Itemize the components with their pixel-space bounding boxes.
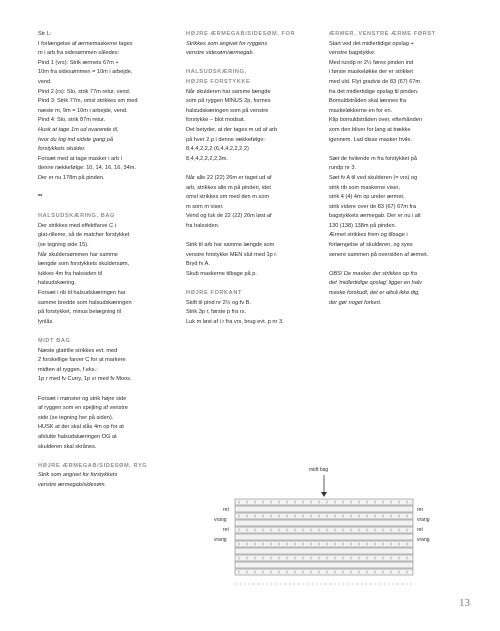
spacer — [186, 164, 328, 174]
row-label-right-3: ret — [417, 527, 423, 533]
diagram-row — [235, 534, 413, 540]
text-line: det 'midlertidige opslag' ligger en halv — [329, 280, 422, 287]
text-line: som på ryggen MINUS 2p, formes — [186, 98, 271, 105]
text-line: senere sammen på oversiden af ærmet. — [329, 251, 429, 258]
text-line: 10m fra sidesømmen = 10m i arbejde, — [38, 69, 133, 76]
text-line: Strik som angivet for forstykkets — [38, 472, 118, 479]
text-line: Ærmet strikkes frem og tilbage i — [329, 232, 408, 239]
diagram-row — [235, 520, 413, 526]
text-line: lynlås. — [38, 318, 54, 325]
text-line: længde som forstykkets skuldersøm, — [38, 261, 130, 268]
text-line: Pind 3: Strik 77m, omsl strikkes sm med — [38, 98, 138, 105]
text-line: HUSK at der skal slås 4m op for at — [38, 424, 124, 431]
diagram-row — [235, 513, 413, 519]
text-line: m i arb fra sidesømmen således: — [38, 50, 120, 57]
text-line: Forsæt i rib til halsudskæringen har — [38, 290, 126, 297]
text-line: næste m, 9m = 10m i arbejde, vend. — [38, 107, 128, 114]
text-line: lukkes 4m fra halssiden til — [38, 270, 103, 277]
text-line: Forsæt i mønster og strik højre side — [38, 395, 127, 402]
text-line: denne rækkefølge: 10, 14, 16, 16, 34m. — [38, 165, 136, 172]
text-line: ** — [38, 194, 43, 201]
text-line: glat-rilleme, så de matcher forstykket — [38, 232, 130, 239]
text-line: halsudskæringen som på venstre — [186, 107, 269, 114]
text-line: afslutte halsudskæringen OG at — [38, 433, 117, 440]
text-line: omsl strikkes sm med den m som — [186, 194, 269, 201]
section-heading: HØJRE FORKANT — [186, 290, 242, 297]
text-line: 8,4,4,2,2,2 (6,4,4,2,2,2,2) — [186, 146, 249, 153]
text-line: Der strikkes med effektfarve C i — [38, 222, 116, 229]
text-line: på forstykket, minus belægning til — [38, 309, 122, 316]
text-line: strik videre over de 83 (67) 67m fra — [329, 203, 417, 210]
text-line: OBS! De masker der strikkes op fra — [329, 270, 417, 277]
spacer — [186, 279, 328, 289]
text-line: I forlængelse af ærmemaskerne tages — [38, 40, 133, 47]
text-line: Når alle 22 (22) 26m er taget ud af — [186, 174, 272, 181]
text-line: Strik til arb har samme længde som — [186, 242, 275, 249]
text-line: Pind 1 (vrs): Strik ærmets 67m + — [38, 59, 119, 66]
text-line: (se tegning side 15). — [38, 242, 89, 249]
text-line: samme bredde som halsudskæringen — [38, 299, 132, 306]
text-line: side (se tegning her på siden). — [38, 414, 114, 421]
text-line: Vend og luk de 22 (22) 26m løst af — [186, 213, 272, 220]
diagram-row — [235, 555, 413, 561]
text-line: Klip bomuldstråden over, efterhånden — [329, 117, 422, 124]
text-line: Str L: — [38, 31, 52, 37]
knitting-diagram — [200, 467, 450, 597]
text-line: Bryd fv A. — [186, 261, 210, 268]
text-line: venstre bagstykke. — [329, 50, 376, 57]
spacer — [329, 260, 471, 270]
text-line: 130 (138) 138m på pinden. — [329, 222, 397, 229]
text-line: 1p r med fv Curry, 1p vr med fv Moos. — [38, 376, 132, 383]
diagram-row — [235, 548, 413, 554]
section-heading: HØJRE ÆRMEGAB/SIDESØM, FOR — [186, 31, 296, 37]
midt-bag-arrowhead — [321, 492, 327, 497]
section-heading: MIDT BAG — [38, 338, 71, 344]
text-line: vend. — [38, 78, 52, 85]
text-line: som den bliver for lang at trække — [329, 126, 411, 133]
spacer — [186, 59, 328, 69]
text-line: hvor du tog ind sidste gang på — [38, 136, 113, 143]
text-line: venstre sidesøm/ærmegab. — [186, 50, 255, 57]
text-line: maskeløkkerne en for en. — [329, 107, 393, 114]
section-heading: HALSUDSKÆRING, BAG — [38, 213, 115, 220]
text-line: 2 forskellige farver C for at markere — [38, 357, 126, 364]
text-line: Når skuldersømmen har samme — [38, 251, 118, 258]
section-heading: HØJRE ÆRMEGAB/SIDESØM, RYG — [38, 462, 148, 469]
section-heading: ÆRMER, VENSTRE ÆRME FØRST — [329, 31, 436, 37]
text-line: med uld. Flyt gradvis de 83 (67) 67m — [329, 78, 421, 85]
text-line: m som m viser. — [186, 203, 224, 210]
text-column-2 — [186, 30, 328, 327]
text-line: midten af ryggen, f.eks.: — [38, 366, 98, 373]
text-line: forstykkets skulder. — [38, 146, 86, 153]
diagram-row — [235, 506, 413, 512]
row-label-right-4: vrang — [417, 537, 430, 543]
text-line: rundp nr 3. — [329, 165, 357, 172]
spacer — [38, 385, 180, 395]
knitting-chart-svg — [200, 467, 450, 597]
text-line: Strikkes som angivet for ryggens — [186, 40, 268, 47]
text-line: Næste glatrille strikkes evt. med — [38, 347, 118, 354]
diagram-row — [235, 562, 413, 568]
text-line: 8,4,4,2,2,2,2,3m. — [186, 155, 228, 162]
row-label-right-2: vrang — [417, 517, 430, 523]
text-line: strik rib som maskerne viser, — [329, 184, 400, 191]
text-line: Pind 2 (rs): Slo, strik 77m retur, vend. — [38, 88, 131, 95]
text-line: Der er nu 178m på pinden. — [38, 174, 105, 181]
text-line: Med rundp nr 2½ føres pinden ind — [329, 59, 414, 66]
text-line: Sæt fv A til ved skulderen (= vrs) og — [329, 174, 418, 181]
text-line: maske forskudt, det er altså ikke dig, — [329, 290, 420, 297]
row-label-left-3: ret — [223, 527, 229, 533]
text-line: Når skulderen har samme længde — [186, 88, 271, 95]
text-line: Husk at tage 1m ud ovarende til, — [38, 126, 119, 133]
text-line: fra halssiden. — [186, 222, 220, 229]
text-line: Strik 3p r, første p fra rs. — [186, 309, 246, 316]
spacer — [38, 452, 180, 462]
diagram-row — [235, 499, 413, 505]
text-line: forstykke – blot modsat. — [186, 117, 246, 124]
text-line: i første maskeløkke der er strikket — [329, 69, 413, 76]
text-line: skulderen skal skrånes. — [38, 443, 97, 450]
text-line: der gør noget forkert. — [329, 299, 382, 306]
text-line: igennem. Lad disse masker hvile. — [329, 136, 413, 143]
text-line: Skub maskerne tilbage på p. — [186, 270, 257, 277]
text-line: Forsæt med at tage masker i arb i — [38, 155, 122, 162]
text-line: af ryggen som en spejling af venstre — [38, 405, 128, 412]
row-label-right-1: ret — [417, 507, 423, 513]
text-line: halsudskæring. — [38, 280, 76, 287]
text-column-3 — [329, 30, 471, 308]
spacer — [38, 327, 180, 337]
text-line: bagstykkets ærmegab. Der er nu i alt — [329, 213, 421, 220]
text-line: Bomuldstråden skal lænnes fra — [329, 98, 407, 105]
midt-bag-label: midt bag — [309, 467, 329, 473]
text-line: venstre forstykke MEN slut med 1p r. — [186, 251, 278, 258]
text-line: venstre ærmegab/sidesøm. — [38, 481, 107, 488]
text-line: strik 4 (4) 4m op under ærmet, — [329, 194, 405, 201]
text-line: på hver 2.p i denne rækkefølge: — [186, 136, 265, 143]
diagram-row — [235, 569, 413, 575]
text-line: arb, strikkes alle m på pinden, idet — [186, 184, 271, 191]
text-line: Start ved det midlertidige opslag + — [329, 40, 414, 47]
page-number: 13 — [459, 597, 470, 609]
text-line: Skift til pind nr 2½ og fv B. — [186, 299, 251, 306]
text-line: Sæt de hvilende m fra forstykket på — [329, 155, 417, 162]
text-column-1 — [38, 30, 180, 491]
spacer — [38, 184, 180, 194]
text-line: fra det midlertidige opslag til pinden. — [329, 88, 419, 95]
spacer — [186, 231, 328, 241]
text-line: Det betyder, at der tages m ud af arb — [186, 126, 278, 133]
text-line: Pind 4: Slo, strik 87m retur. — [38, 117, 106, 124]
row-label-left-4: vrang — [214, 537, 227, 543]
spacer — [329, 145, 471, 155]
row-label-left-2: vrang — [214, 517, 227, 523]
diagram-row — [235, 541, 413, 547]
text-line: forlængelse af skulderen, og syes — [329, 242, 413, 249]
text-line: Luk m løst af i r fra vrs, brug evt. p nr 3. — [186, 318, 284, 325]
diagram-row — [235, 527, 413, 533]
spacer — [38, 203, 180, 213]
section-heading: HALSUDSKÆRING, — [186, 69, 247, 76]
row-label-left-1: ret — [223, 507, 229, 513]
section-heading: HØJRE FORSTYKKE — [186, 78, 251, 85]
